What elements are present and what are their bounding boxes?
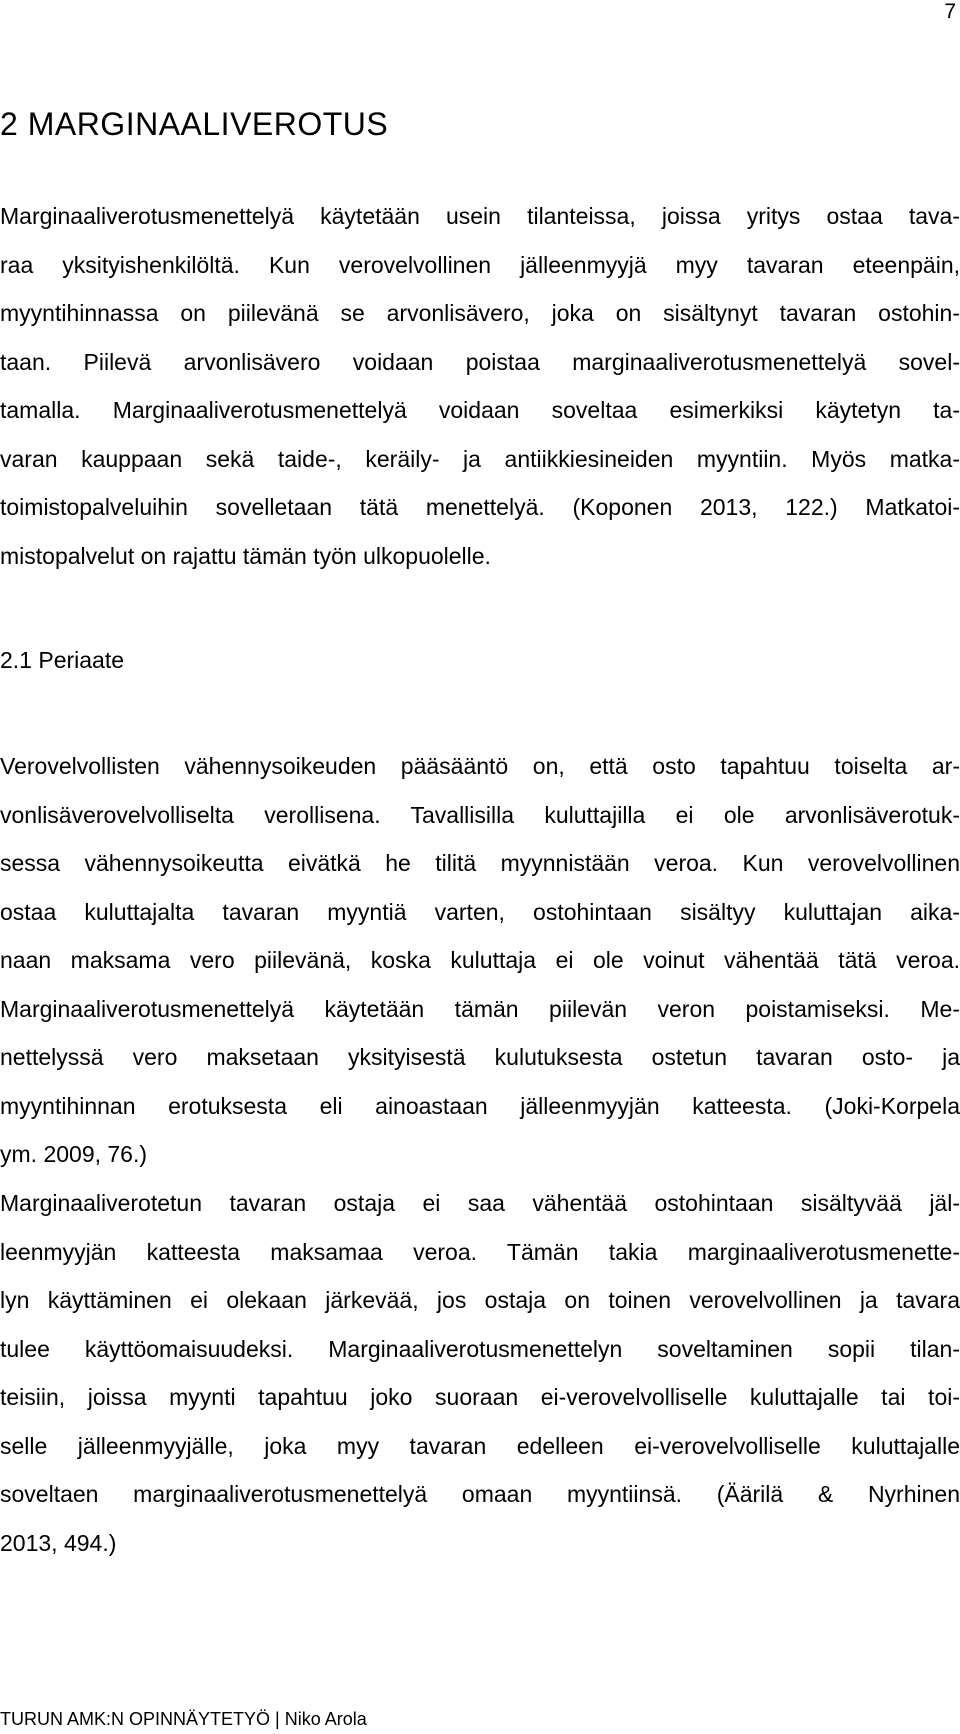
text-line: nettelyssä vero maksetaan yksityisestä kulutuksesta ostetun tavaran osto- ja — [0, 1044, 960, 1070]
principle-paragraph-2 — [0, 1179, 960, 1567]
text-line: selle jälleenmyyjälle, joka myy tavaran edelleen ei-verovelvolliselle kuluttajalle — [0, 1432, 960, 1459]
text-line: leenmyyjän katteesta maksamaa veroa. Tämän takia marginaaliverotusmenette- — [0, 1238, 960, 1265]
text-line: Verovelvollisten vähennysoikeuden pääsääntö on, että osto tapahtuu toiselta ar- — [0, 753, 960, 779]
text-line: 2013, 494.) — [0, 1529, 117, 1556]
text-line: tamalla. Marginaaliverotusmenettelyä voidaan soveltaa esimerkiksi käytetyn ta- — [0, 397, 960, 423]
intro-paragraph — [0, 192, 960, 580]
text-line: lyn käyttäminen ei olekaan järkevää, jos ostaja on toinen verovelvollinen ja tavara — [0, 1287, 960, 1313]
text-line: Marginaaliverotusmenettelyä käytetään tämän piilevän veron poistamiseksi. Me- — [0, 995, 960, 1022]
text-line: Marginaaliverotetun tavaran ostaja ei saa vähentää ostohintaan sisältyvää jäl- — [0, 1190, 960, 1216]
text-line: raa yksityishenkilöltä. Kun verovelvollinen jälleenmyyjä myy tavaran eteenpäin, — [0, 251, 960, 278]
text-line: mistopalvelut on rajattu tämän työn ulkopuolelle. — [0, 542, 491, 569]
text-line: taan. Piilevä arvonlisävero voidaan poistaa marginaaliverotusmenettelyä sovel- — [0, 348, 960, 375]
chapter-heading: 2 MARGINAALIVEROTUS — [0, 106, 389, 142]
text-line: soveltaen marginaaliverotusmenettelyä omaan myyntiinsä. (Äärilä & Nyrhinen — [0, 1481, 960, 1507]
text-line: tulee käyttöomaisuudeksi. Marginaaliverotusmenettelyn soveltaminen sopii tilan- — [0, 1335, 960, 1362]
text-line: vonlisäverovelvolliselta verollisena. Tavallisilla kuluttajilla ei ole arvonlisäverotuk- — [0, 801, 960, 828]
text-line: toimistopalveluihin sovelletaan tätä menettelyä. (Koponen 2013, 122.) Matkatoi- — [0, 494, 960, 520]
page-number: 7 — [944, 0, 956, 23]
text-line: myyntihinnassa on piilevänä se arvonlisävero, joka on sisältynyt tavaran ostohin- — [0, 300, 960, 326]
text-line: naan maksama vero piilevänä, koska kuluttaja ei ole voinut vähentää tätä veroa. — [0, 947, 960, 973]
text-line: sessa vähennysoikeutta eivätkä he tilitä myynnistään veroa. Kun verovelvollinen — [0, 850, 960, 876]
text-line: ym. 2009, 76.) — [0, 1141, 148, 1167]
text-line: Marginaaliverotusmenettelyä käytetään usein tilanteissa, joissa yritys ostaa tava- — [0, 203, 960, 229]
section-heading: 2.1 Periaate — [0, 647, 125, 673]
page-footer: TURUN AMK:N OPINNÄYTETYÖ | Niko Arola — [0, 1709, 367, 1729]
principle-paragraph-1 — [0, 742, 960, 1179]
text-line: teisiin, joissa myynti tapahtuu joko suoraan ei-verovelvolliselle kuluttajalle tai toi- — [0, 1384, 960, 1410]
text-line: ostaa kuluttajalta tavaran myyntiä varten, ostohintaan sisältyy kuluttajan aika- — [0, 898, 960, 925]
text-line: myyntihinnan erotuksesta eli ainoastaan jälleenmyyjän katteesta. (Joki-Korpela — [0, 1092, 960, 1119]
text-line: varan kauppaan sekä taide-, keräily- ja antiikkiesineiden myyntiin. Myös matka- — [0, 445, 960, 472]
